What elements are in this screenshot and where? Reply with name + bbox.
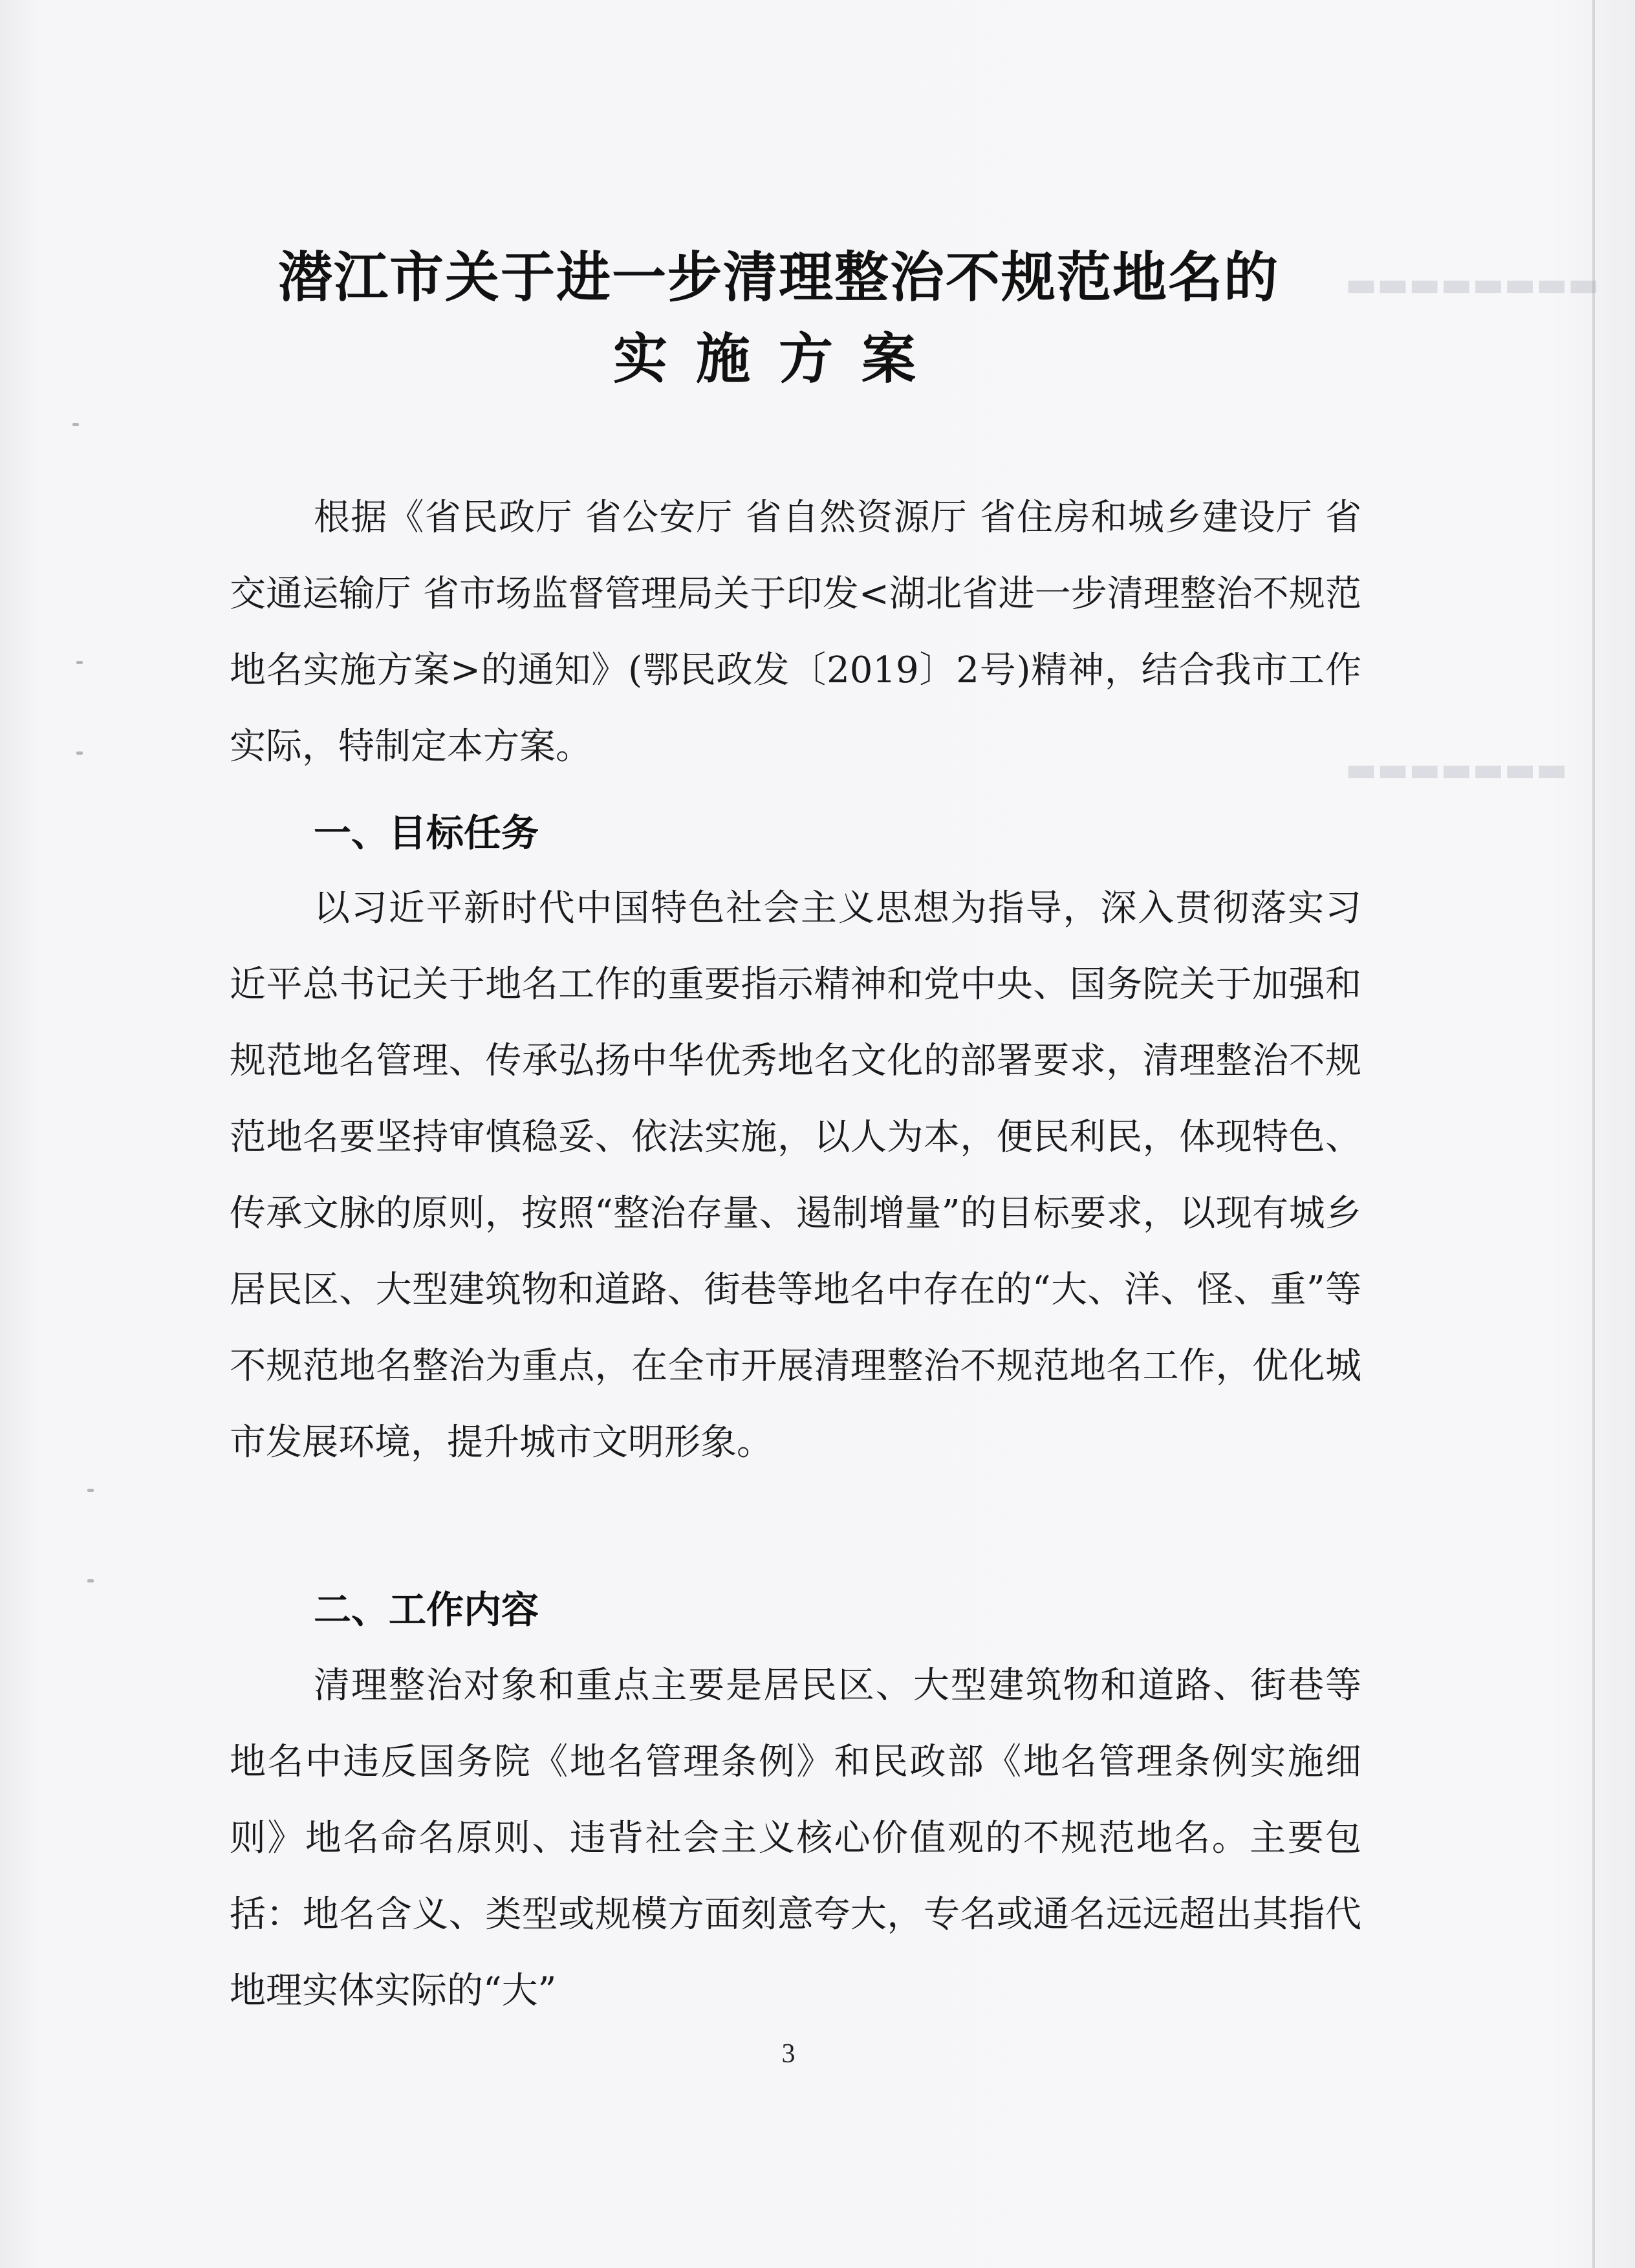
document-title-line2: 实施方案 — [612, 327, 944, 391]
punch-mark — [72, 423, 79, 426]
section1-heading: 一、目标任务 — [314, 811, 539, 855]
page-number: 3 — [781, 2039, 796, 2069]
bleed-through: ▬▬▬▬▬▬▬▬ — [1345, 265, 1600, 304]
punch-mark — [76, 661, 83, 664]
punch-mark — [87, 1489, 94, 1492]
section2-heading: 二、工作内容 — [314, 1588, 539, 1632]
punch-mark — [87, 1579, 94, 1582]
section1-body: 以习近平新时代中国特色社会主义思想为指导，深入贯彻落实习近平总书记关于地名工作的重要指示精神和党中央、国务院关于加强和规范地名管理、传承弘扬中华优秀地名文化的部署要求，清理整治不规范地名要坚持审慎稳妥、依法实施，以人为本，便民利民，体现特色、传承文脉的原则，按照“整治存量、遏制增量”的目标要求，以现有城乡居民区、大型建筑物和道路、街巷等地名中存在的“大、洋、怪、重”等不规范地名整治为重点，在全市开展清理整治不规范地名工作，优化城市发展环境，提升城市文明形象。 — [230, 887, 1361, 1463]
bleed-through: ▬▬▬▬▬▬▬ — [1345, 750, 1568, 789]
document-title-line1: 潜江市关于进一步清理整治不规范地名的 — [277, 246, 1279, 309]
section2-body: 清理整治对象和重点主要是居民区、大型建筑物和道路、街巷等地名中违反国务院《地名管理条例》和民政部《地名管理条例实施细则》地名命名原则、违背社会主义核心价值观的不规范地名。主要包括：地名含义、类型或规模方面刻意夸大，专名或通名远远超出其指代地理实体实际的“大” — [230, 1665, 1361, 2012]
punch-mark — [76, 751, 83, 755]
intro-paragraph: 根据《省民政厅 省公安厅 省自然资源厅 省住房和城乡建设厅 省交通运输厅 省市场监督管理局关于印发<湖北省进一步清理整治不规范地名实施方案>的通知》(鄂民政发〔2019〕2号)精神，结合我市工作实际，特制定本方案。 — [230, 497, 1361, 768]
